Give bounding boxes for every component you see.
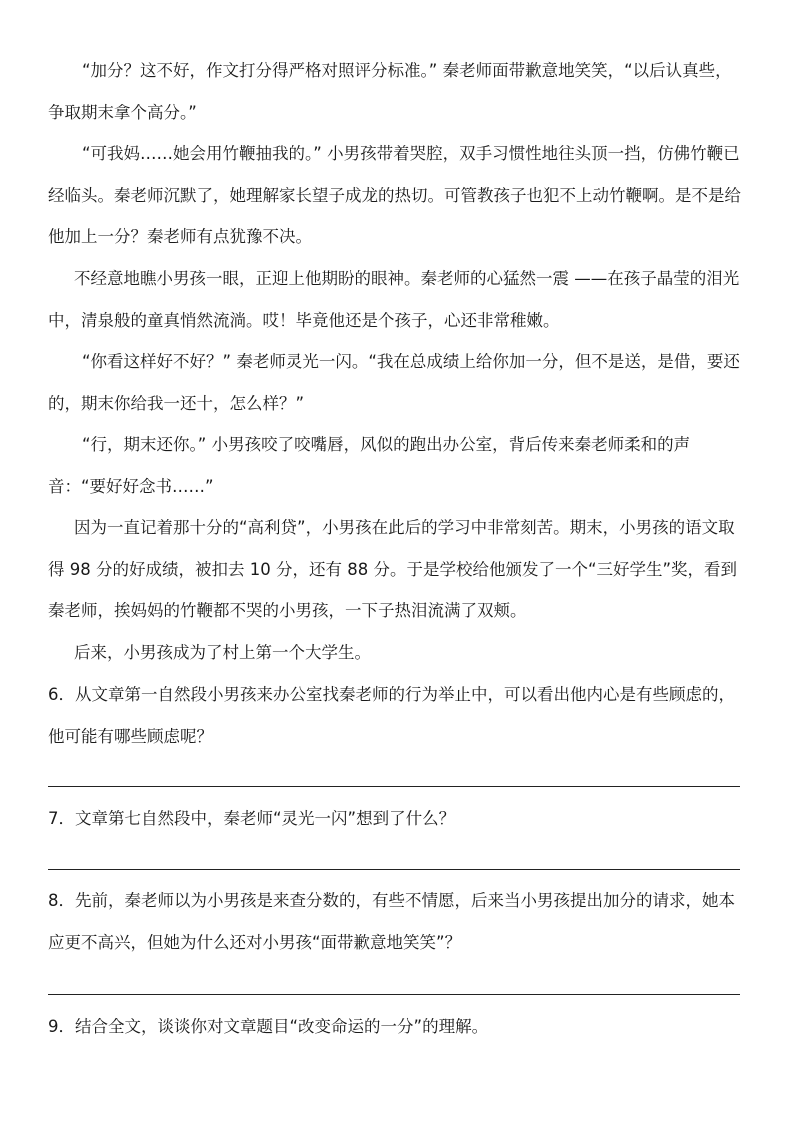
passage-paragraph-4: “你看这样好不好？” 秦老师灵光一闪。“我在总成绩上给你加一分，但不是送，是借，要还的，期末你给我一还十，怎么样？” — [48, 352, 740, 413]
question-6: 6．从文章第一自然段小男孩来办公室找秦老师的行为举止中，可以看出他内心是有些顾虑的，他可能有哪些顾虑呢？ — [48, 685, 735, 746]
question-9: 9．结合全文，谈谈你对文章题目“改变命运的一分”的理解。 — [48, 1017, 489, 1036]
answer-line-7[interactable] — [48, 869, 740, 870]
question-8: 8．先前，秦老师以为小男孩是来查分数的，有些不情愿，后来当小男孩提出加分的请求，她本应更不高兴，但她为什么还对小男孩“面带歉意地笑笑”？ — [48, 891, 735, 952]
passage-paragraph-2: “可我妈……她会用竹鞭抽我的。” 小男孩带着哭腔，双手习惯性地往头顶一挡，仿佛竹鞭已经临头。秦老师沉默了，她理解家长望子成龙的热切。可管教孩子也犯不上动竹鞭啊。是不是给他加上一分？秦老师有点犹豫不决。 — [48, 144, 741, 246]
answer-line-8[interactable] — [48, 994, 740, 995]
passage-paragraph-6: 因为一直记着那十分的“高利贷”，小男孩在此后的学习中非常刻苦。期末，小男孩的语文取得 98 分的好成绩，被扣去 10 分，还有 88 分。于是学校给他颁发了一个“三好学生”奖，看到秦老师，挨妈妈的竹鞭都不哭的小男孩，一下子热泪流满了双颊。 — [48, 518, 738, 620]
question-7: 7．文章第七自然段中，秦老师“灵光一闪”想到了什么？ — [48, 809, 456, 828]
passage-paragraph-3: 不经意地瞧小男孩一眼，正迎上他期盼的眼神。秦老师的心猛然一震 ——在孩子晶莹的泪光中，清泉般的童真悄然流淌。哎！毕竟他还是个孩子，心还非常稚嫩。 — [48, 269, 740, 330]
answer-line-6[interactable] — [48, 786, 740, 787]
passage-paragraph-1: “加分？这不好，作文打分得严格对照评分标准。” 秦老师面带歉意地笑笑，“以后认真些，争取期末拿个高分。” — [48, 61, 732, 122]
passage-paragraph-7: 后来，小男孩成为了村上第一个大学生。 — [74, 643, 371, 662]
passage-paragraph-5: “行，期末还你。” 小男孩咬了咬嘴唇，风似的跑出办公室，背后传来秦老师柔和的声音：“要好好念书……” — [48, 435, 691, 496]
